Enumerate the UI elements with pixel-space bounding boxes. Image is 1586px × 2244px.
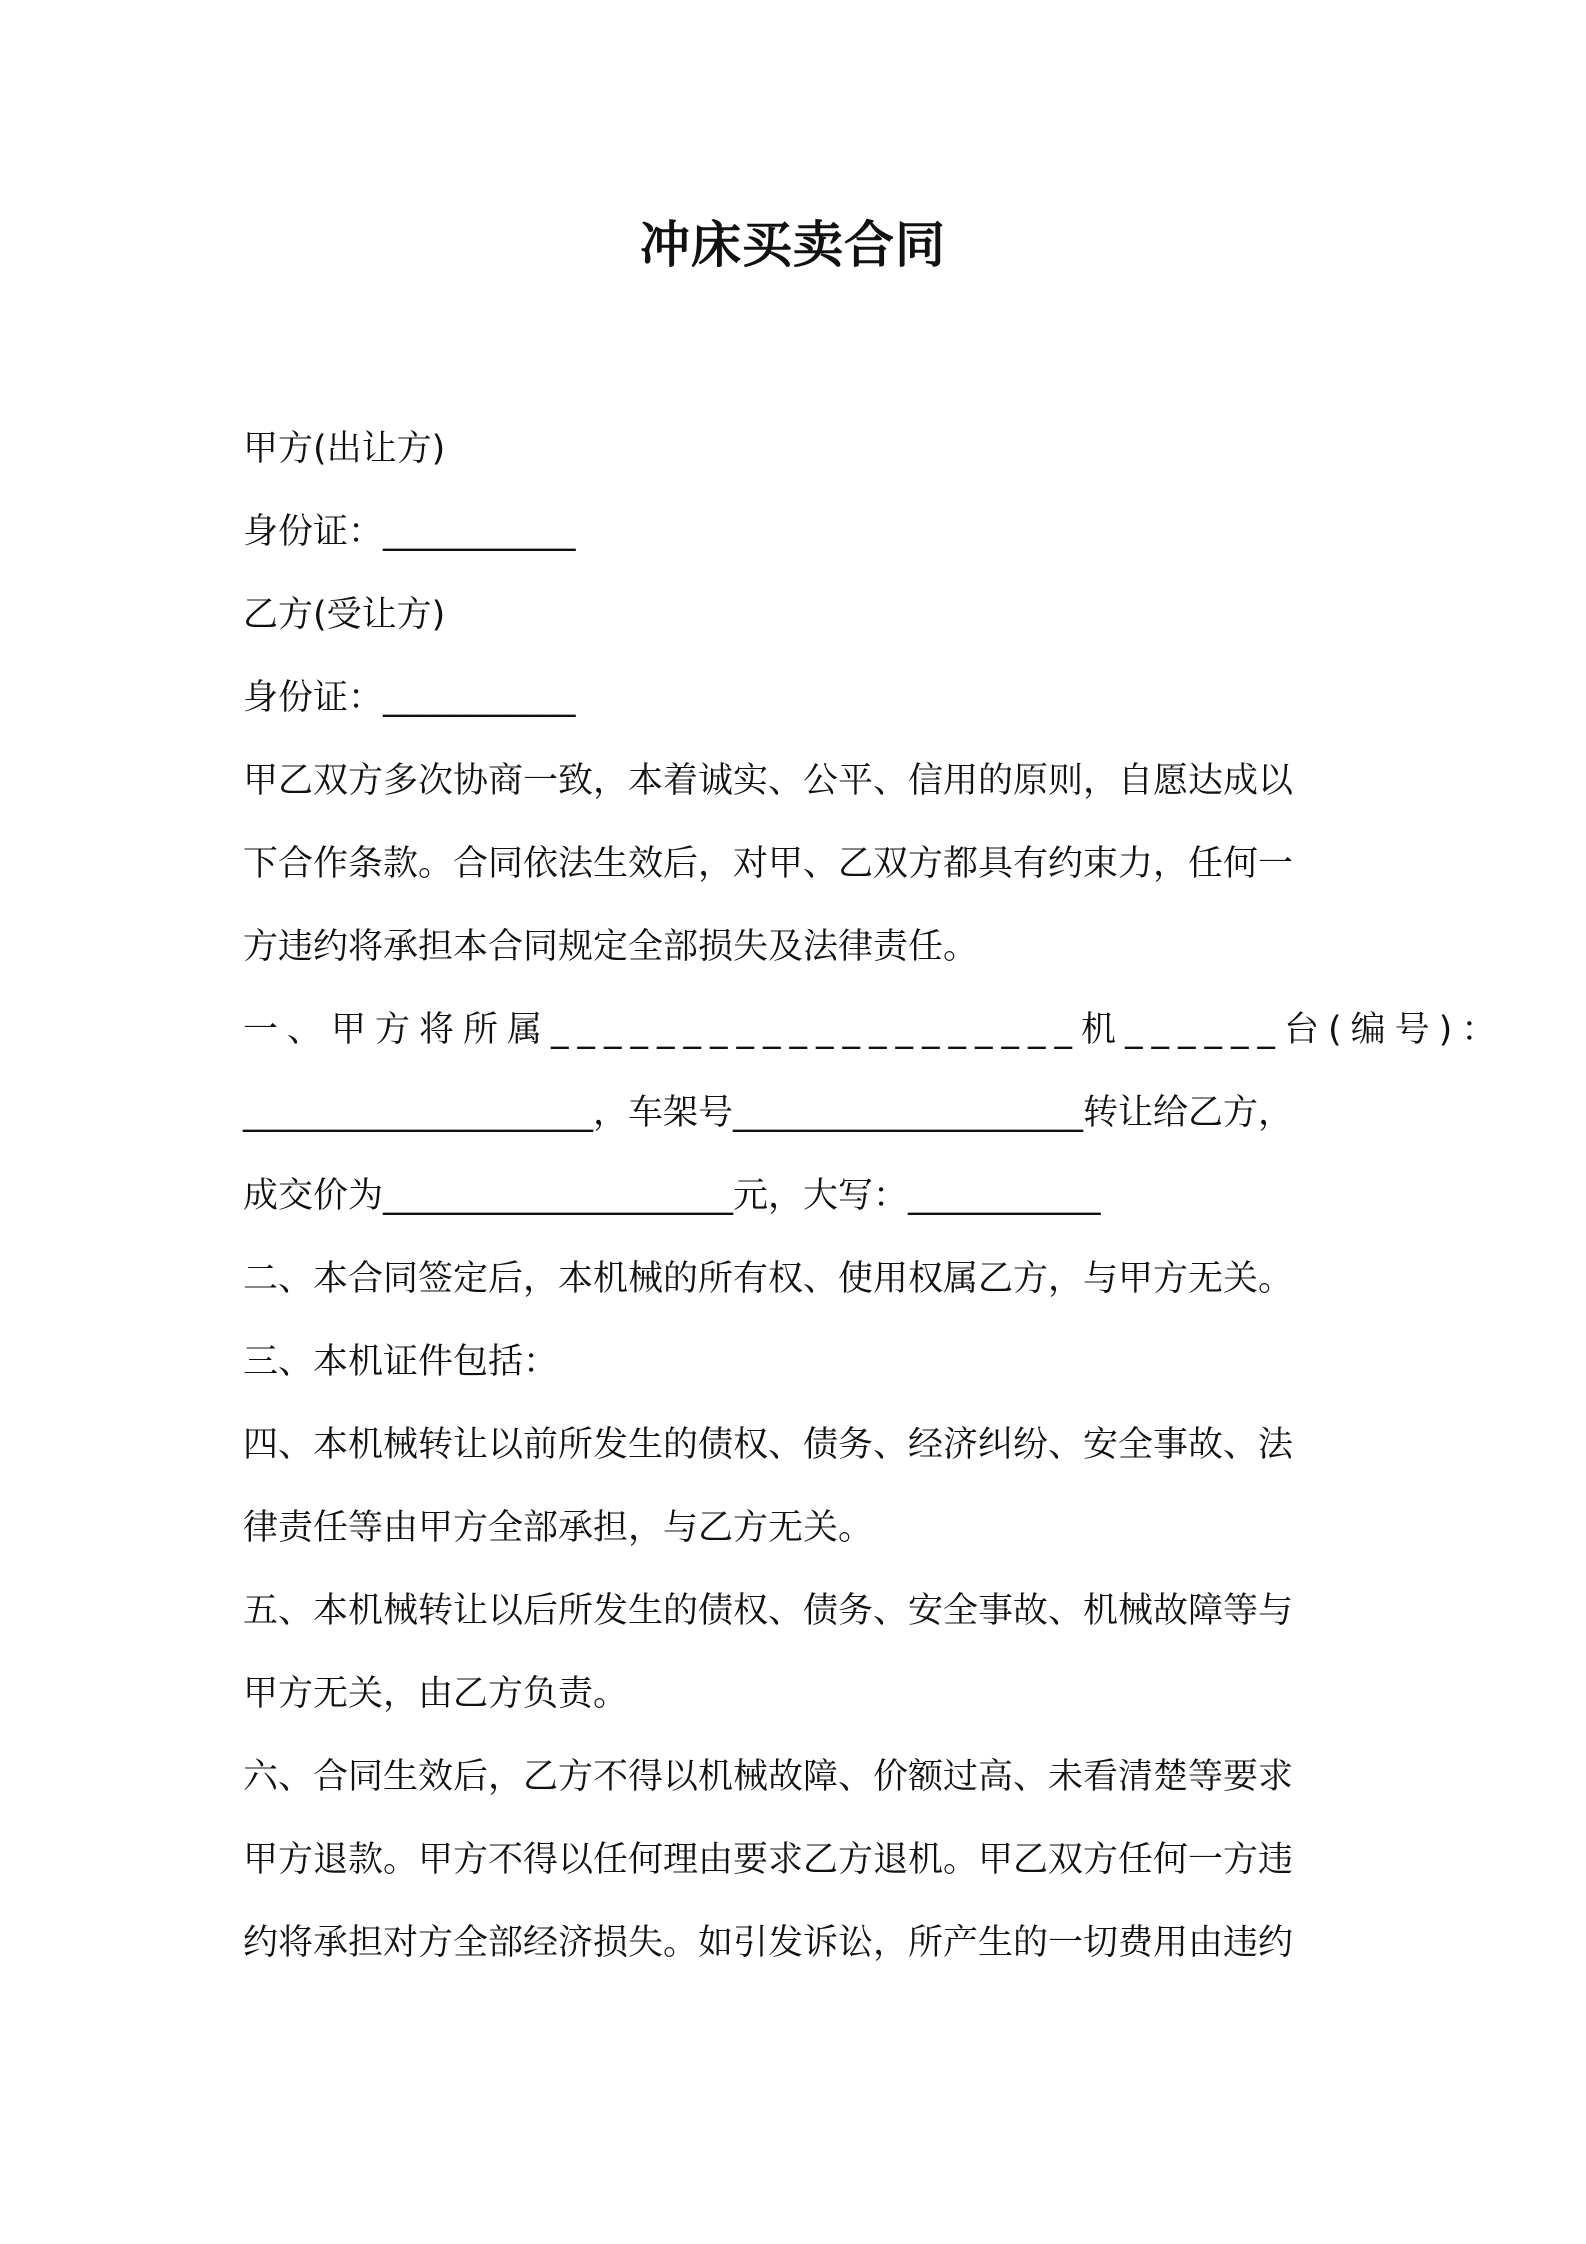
preamble-line: 下合作条款。合同依法生效后，对甲、乙双方都具有约束力，任何一 [243,844,1294,884]
clause-1-line: 成交价为____________________元，大写：___________ [243,1176,1101,1216]
clause-1-line: ____________________，车架号____________________转让给乙方， [243,1093,1294,1133]
party-a-label: 甲方(出让方) [243,429,446,469]
clause-6-line: 甲方退款。甲方不得以任何理由要求乙方退机。甲乙双方任何一方违 [243,1840,1294,1880]
clause-4-line: 四、本机械转让以前所发生的债权、债务、经济纠纷、安全事故、法 [243,1425,1294,1465]
clause-3-line: 三、本机证件包括： [243,1342,559,1382]
clause-6-line: 约将承担对方全部经济损失。如引发诉讼，所产生的一切费用由违约 [243,1923,1294,1963]
contract-body [243,408,1506,1985]
party-b-id-field: 身份证：___________ [243,678,576,718]
preamble-line: 甲乙双方多次协商一致，本着诚实、公平、信用的原则，自愿达成以 [243,761,1294,801]
page-title: 冲床买卖合同 [640,216,946,274]
clause-6-line: 六、合同生效后，乙方不得以机械故障、价额过高、未看清楚等要求 [243,1757,1294,1797]
clause-2-line: 二、本合同签定后，本机械的所有权、使用权属乙方，与甲方无关。 [243,1259,1294,1299]
preamble-line: 方违约将承担本合同规定全部损失及法律责任。 [243,927,979,967]
clause-5-line: 甲方无关，由乙方负责。 [243,1674,629,1714]
party-b-label: 乙方(受让方) [243,595,446,635]
clause-5-line: 五、本机械转让以后所发生的债权、债务、安全事故、机械故障等与 [243,1591,1294,1631]
clause-4-line: 律责任等由甲方全部承担，与乙方无关。 [243,1508,874,1548]
party-a-id-field: 身份证：___________ [243,512,576,552]
clause-1-line: 一、甲方将所属____________________机______台(编号)： [243,1010,1506,1050]
